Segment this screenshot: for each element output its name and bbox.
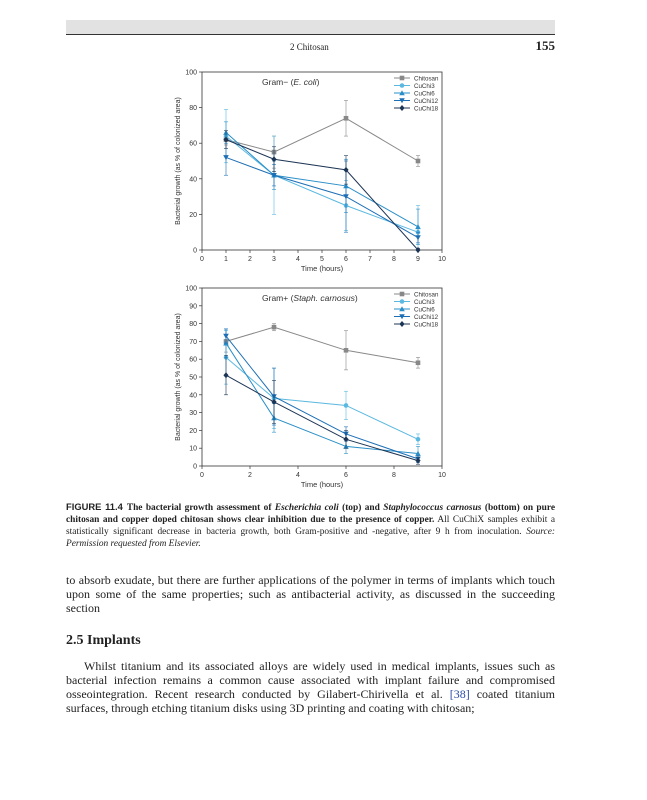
chart-ecoli <box>160 66 460 276</box>
series-cuchi3 <box>224 109 421 250</box>
series-line <box>226 140 418 250</box>
chart-title-suffix: ) <box>354 293 358 303</box>
y-tick-label: 60 <box>189 140 197 148</box>
legend-marker <box>400 299 405 304</box>
data-point <box>272 325 277 330</box>
legend-label: CuChi3 <box>414 298 435 306</box>
legend-label: Chitosan <box>414 291 439 299</box>
y-tick-label: 0 <box>193 247 197 255</box>
series-line <box>226 336 418 459</box>
legend-marker <box>399 105 404 111</box>
header-rule <box>66 34 555 35</box>
data-point <box>344 116 349 121</box>
data-point <box>344 403 349 408</box>
legend-label: CuChi12 <box>414 97 439 105</box>
series-line <box>226 118 418 161</box>
legend-label: CuChi18 <box>414 105 439 113</box>
series-line <box>226 327 418 363</box>
data-point <box>343 436 348 442</box>
x-tick-label: 0 <box>200 472 204 479</box>
paragraph-2-text-a: Whilst titanium and its associated alloys are widely used in medical implants, issues such as bacterial infection remains a common cause associated with implant failure and compromised osseointegration. Recent research conducted by Gilabert-Chirivella et al. <box>66 659 555 701</box>
legend-entry <box>394 75 439 82</box>
x-tick-label: 4 <box>296 256 300 263</box>
data-point <box>344 348 349 353</box>
plot-frame <box>202 288 442 466</box>
series-line <box>226 343 418 453</box>
y-tick-label: 20 <box>189 211 197 219</box>
x-tick-label: 10 <box>438 472 446 479</box>
paragraph-1: to absorb exudate, but there are further applications of the polymer in terms of implants which touch upon some of the same properties; such as antibacterial activity, as discussed in the succeeding section <box>66 573 555 615</box>
y-tick-label: 80 <box>189 321 197 329</box>
citation-link[interactable]: [38] <box>449 687 470 701</box>
y-tick-label: 40 <box>189 176 197 184</box>
chart-title <box>262 77 320 87</box>
x-tick-label: 9 <box>416 256 420 263</box>
data-point <box>271 399 276 405</box>
chart-title-prefix: Gram− ( <box>262 77 294 87</box>
caption-staph: Staphylococcus carnosus <box>383 503 482 513</box>
caption-bold-3: (bottom) on pure chitosan and copper doped chitosan shows clear inhibition due to the presence of copper. <box>66 503 556 525</box>
y-tick-label: 80 <box>189 105 197 113</box>
x-tick-label: 4 <box>296 472 300 479</box>
y-tick-label: 100 <box>185 69 197 77</box>
x-tick-label: 2 <box>248 472 252 479</box>
x-tick-label: 6 <box>344 472 348 479</box>
data-point <box>416 437 421 442</box>
x-tick-label: 8 <box>392 256 396 263</box>
y-tick-label: 70 <box>189 338 197 346</box>
chart-title-organism: Staph. carnosus <box>293 293 355 303</box>
caption-text: All CuChiX samples exhibit a statistically significant decrease in bacteria growth, both Gram-positive and -negative, after 9 h from inoculation. <box>66 515 555 537</box>
y-tick-label: 20 <box>189 427 197 435</box>
legend-entry <box>394 291 439 298</box>
legend-label: CuChi3 <box>414 82 435 90</box>
series-cuchi18 <box>223 131 420 253</box>
running-head: 2 Chitosan <box>290 42 329 52</box>
y-tick-label: 30 <box>189 410 197 418</box>
series-cuchi6 <box>223 122 421 245</box>
data-point <box>271 156 276 162</box>
legend-entry <box>394 105 439 112</box>
section-heading: 2.5 Implants <box>66 633 141 648</box>
y-tick-label: 100 <box>185 285 197 293</box>
x-tick-label: 8 <box>392 472 396 479</box>
legend-entry <box>394 299 435 306</box>
y-axis-label: Bacterial growth (as % of colonized area) <box>175 313 182 441</box>
plot-frame <box>202 72 442 250</box>
x-tick-label: 3 <box>272 256 276 263</box>
legend-label: CuChi18 <box>414 321 439 329</box>
header-bar <box>66 20 555 34</box>
legend-entry <box>394 306 435 313</box>
series-cuchi18 <box>223 356 420 465</box>
chart-title <box>262 293 358 303</box>
legend-entry <box>394 98 439 105</box>
page-number: 155 <box>535 38 555 53</box>
x-tick-label: 0 <box>200 256 204 263</box>
legend-entry <box>394 83 435 90</box>
y-tick-label: 60 <box>189 356 197 364</box>
legend-marker <box>400 76 405 81</box>
y-axis-label: Bacterial growth (as % of colonized area) <box>175 97 182 225</box>
legend-label: Chitosan <box>414 75 439 83</box>
series-cuchi12 <box>223 329 421 463</box>
legend-label: CuChi6 <box>414 90 435 98</box>
data-point <box>415 224 421 229</box>
x-tick-label: 2 <box>248 256 252 263</box>
legend-label: CuChi12 <box>414 313 439 321</box>
figure-caption <box>66 501 555 550</box>
figure-label: FIGURE 11.4 <box>66 501 123 512</box>
x-tick-label: 7 <box>368 256 372 263</box>
x-tick-label: 1 <box>224 256 228 263</box>
legend-entry <box>394 321 439 328</box>
data-point <box>223 372 228 378</box>
legend-label: CuChi6 <box>414 306 435 314</box>
caption-source: Source: Permission requested from Elsevier. <box>66 527 555 549</box>
legend-marker <box>400 292 405 297</box>
data-point <box>343 194 349 199</box>
legend-marker <box>400 83 405 88</box>
legend-entry <box>394 90 435 97</box>
data-point <box>416 159 421 164</box>
chart-staph <box>160 282 460 492</box>
chart-title-suffix: ) <box>316 77 320 87</box>
x-tick-label: 5 <box>320 256 324 263</box>
series-cuchi6 <box>223 329 421 461</box>
y-tick-label: 50 <box>189 374 197 382</box>
x-tick-label: 10 <box>438 256 446 263</box>
chart-title-prefix: Gram+ ( <box>262 293 294 303</box>
series-chitosan <box>224 324 421 370</box>
series-cuchi3 <box>224 331 421 445</box>
series-line <box>226 157 418 237</box>
x-tick-label: 6 <box>344 256 348 263</box>
caption-bold-1: The bacterial growth assessment of <box>126 503 275 513</box>
caption-ecoli: Escherichia coli <box>274 503 339 513</box>
y-tick-label: 10 <box>189 445 197 453</box>
y-tick-label: 40 <box>189 392 197 400</box>
series-cuchi12 <box>223 140 421 243</box>
y-tick-label: 90 <box>189 303 197 311</box>
legend-marker <box>399 321 404 327</box>
data-point <box>416 360 421 365</box>
caption-bold-2: (top) and <box>338 503 384 513</box>
x-axis-label: Time (hours) <box>300 264 344 273</box>
y-tick-label: 0 <box>193 463 197 471</box>
chart-title-organism: E. coli <box>293 77 317 87</box>
x-axis-label: Time (hours) <box>300 480 344 489</box>
legend-entry <box>394 314 439 321</box>
paragraph-2 <box>66 659 555 715</box>
data-point <box>415 235 421 240</box>
paragraph-2-text-b: coated titanium surfaces, through etching titanium disks using 3D printing and coating with chitosan; <box>66 687 555 715</box>
